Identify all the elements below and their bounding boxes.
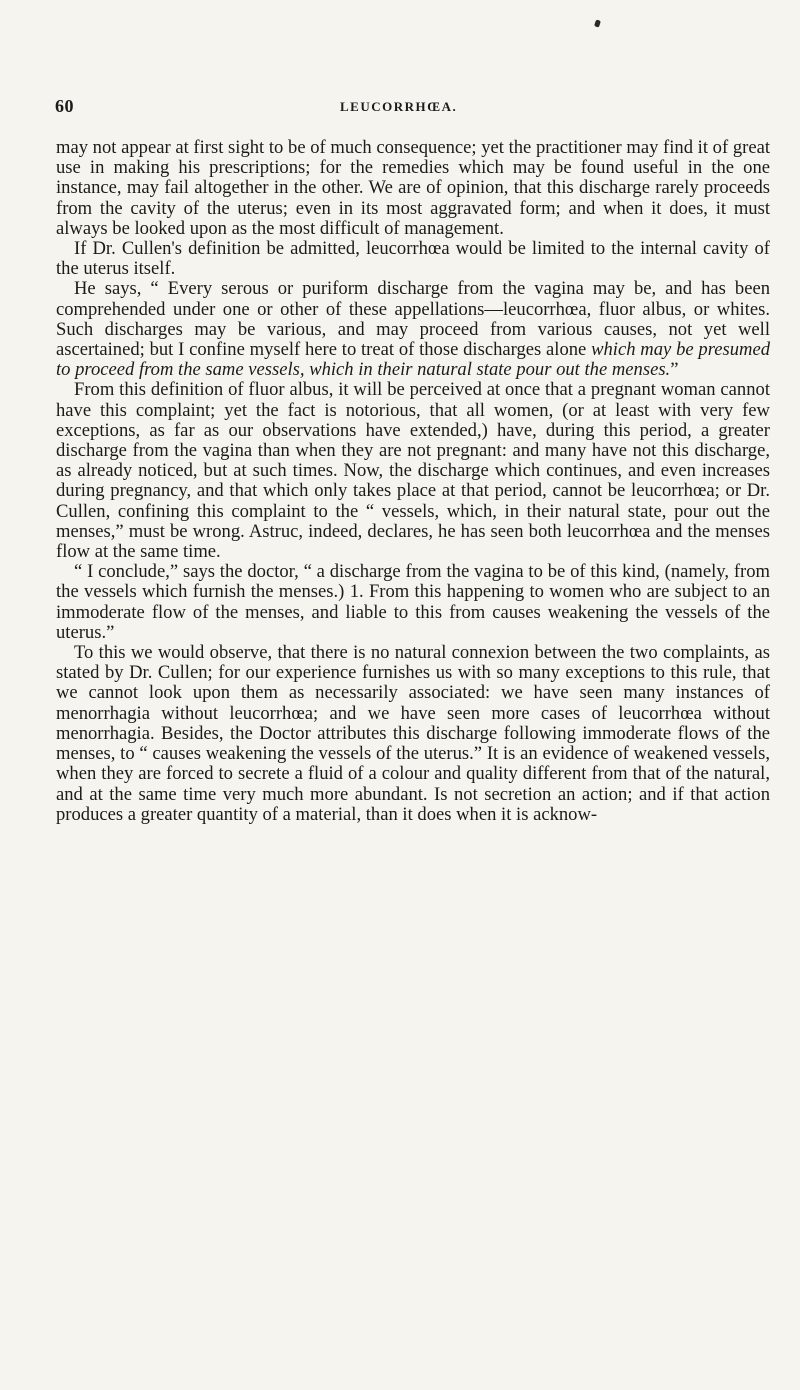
print-speck — [594, 19, 601, 27]
page-header — [55, 96, 755, 120]
paragraph-astruc-quote: “ I conclude,” says the doctor, “ a discharge from the vagina to be of this kind, (namely, from the vessels which furnish the menses.) 1. From this happening to women who are subject to an immoderate flow of the menses, and liable to this from causes weakening the vessels of the uterus.” — [56, 561, 770, 643]
paragraph-cullen-quote — [56, 279, 770, 380]
quote-close: ” — [670, 359, 679, 381]
page-number: 60 — [55, 96, 74, 116]
paragraph-opening: may not appear at first sight to be of much consequence; yet the practitioner may find it of great use in making his prescriptions; for the remedies which may be found useful in the one instance, may fail altogether in the other. We are of opinion, that this discharge rarely proceeds from the cavity of the uterus; even in its most aggravated form; and when it does, it must always be looked upon as the most difficult of management. — [56, 137, 770, 239]
paragraph-cullen-definition: If Dr. Cullen's definition be admitted, leucorrhœa would be limited to the internal cavity of the uterus itself. — [56, 238, 770, 280]
paragraph-observation: To this we would observe, that there is no natural connexion between the two complaints, as stated by Dr. Cullen; for our experience furnishes us with so many exceptions to this rule, that we cannot look upon them as necessarily associated: we have seen many instances of menorrhagia without leucorrhœa; and we have seen more cases of leucorrhœa without menorrhagia. Besides, the Doctor attributes this discharge following immoderate flows of the menses, to “ causes weakening the vessels of the uterus.” It is an evidence of weakened vessels, when they are forced to secrete a fluid of a colour and quality different from that of the natural, and at the same time very much more abundant. Is not secretion an action; and if that action produces a greater quantity of a material, than it does when it is acknow- — [56, 642, 770, 825]
quote-text: He says, “ Every serous or puriform discharge from the vagina may be, and has been comprehended under one or other of these appellations—leucorrhœa, fluor albus, or whites. Such discharges may be various, and may proceed from various causes, not yet well ascertained; but I confine myself here to treat of those discharges alone — [56, 278, 770, 361]
running-head: LEUCORRHŒA. — [340, 99, 458, 114]
quote-italic-text: which may be presumed to proceed from the same vessels, which in their natural state pour out the menses. — [56, 339, 770, 381]
body-text — [56, 138, 770, 825]
paragraph-pregnancy: From this definition of fluor albus, it will be perceived at once that a pregnant woman cannot have this complaint; yet the fact is notorious, that all women, (or at least with very few exceptions, as far as our observations have extended,) have, during this period, a greater discharge from the vagina than when they are not pregnant: and many have not this discharge, as already noticed, but at such times. Now, the discharge which continues, and even increases during pregnancy, and that which only takes place at that period, cannot be leucorrhœa; or Dr. Cullen, confining this complaint to the “ vessels, which, in their natural state, pour out the menses,” must be wrong. Astruc, indeed, declares, he has seen both leucorrhœa and the menses flow at the same time. — [56, 379, 770, 563]
